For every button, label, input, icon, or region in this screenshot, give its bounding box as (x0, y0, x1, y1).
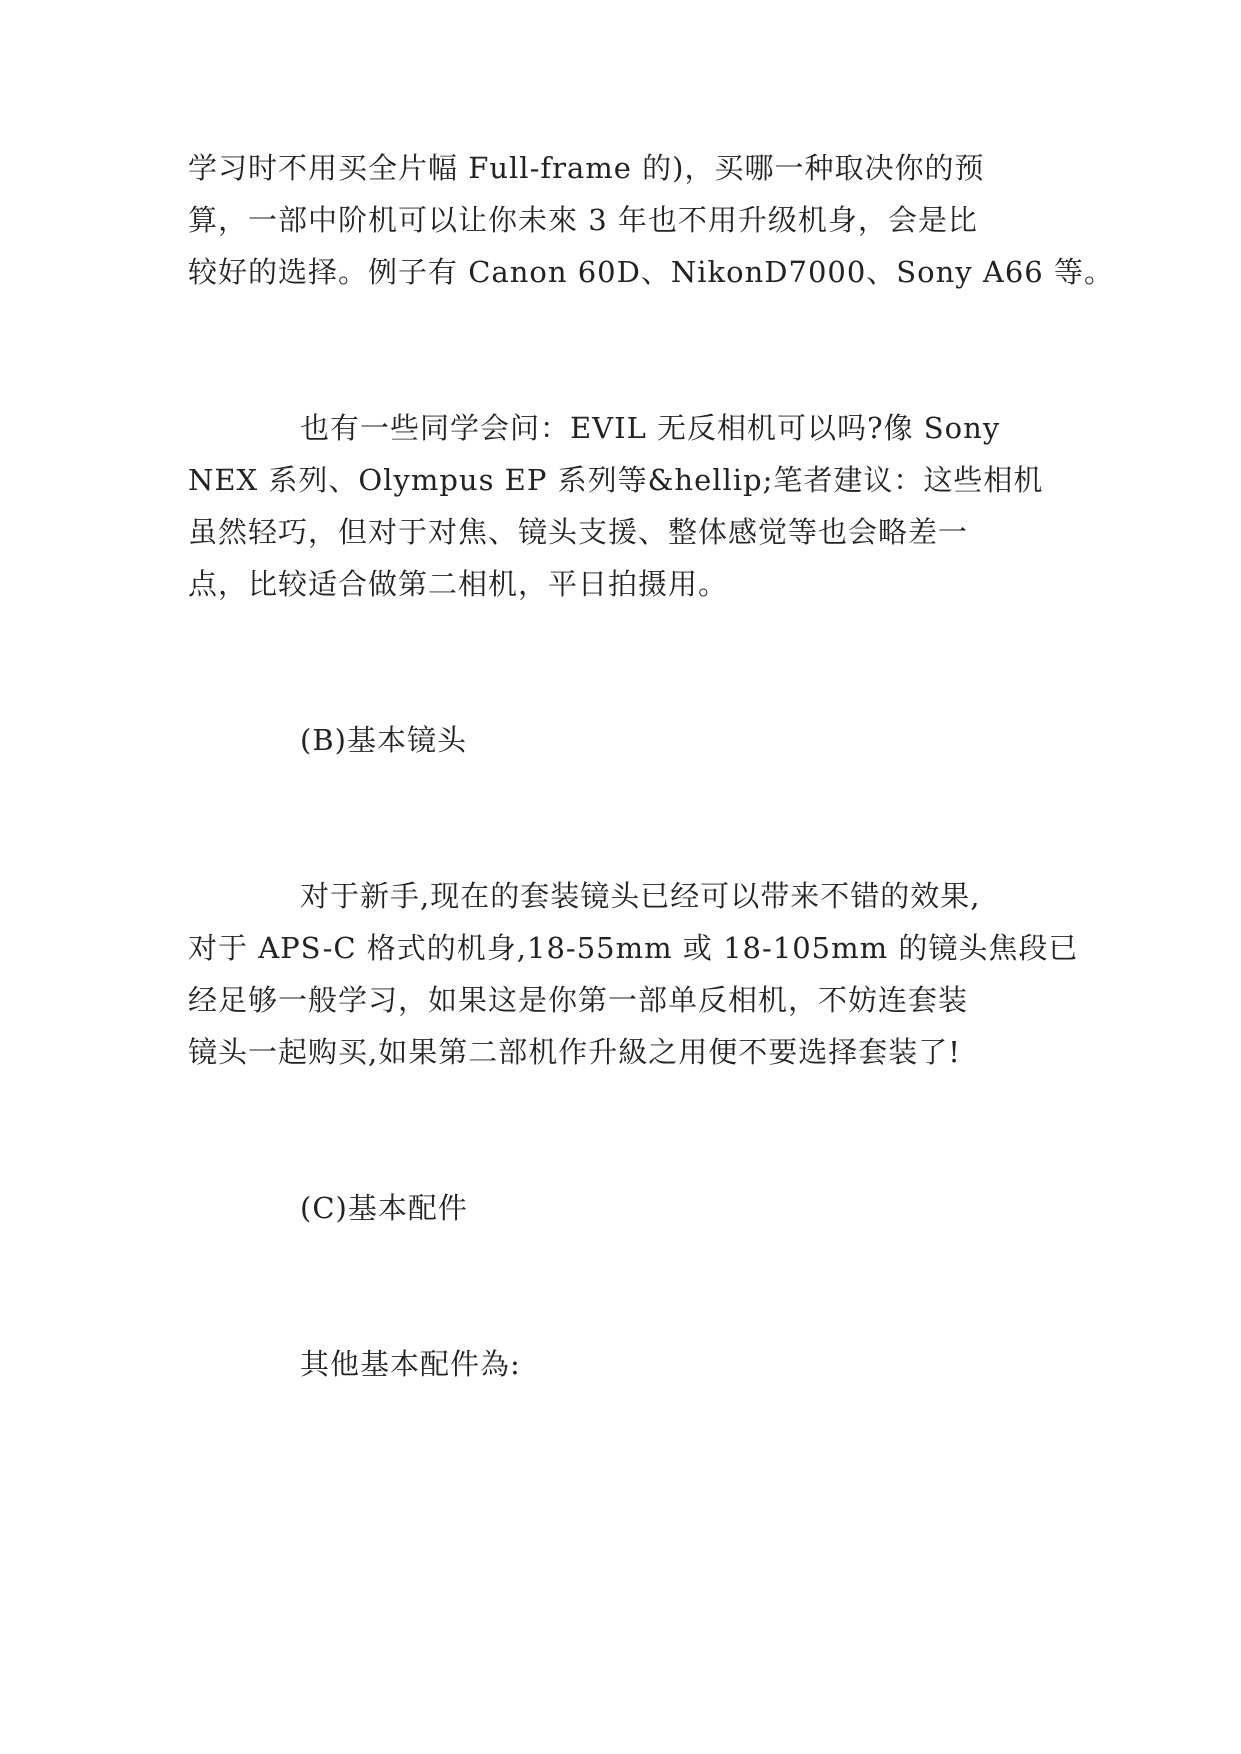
text-line: 镜头一起购买,如果第二部机作升級之用便不要选择套装了! (188, 1035, 961, 1069)
section-heading-basic-lens: (B)基本镜头 (300, 723, 467, 757)
text-line: 经足够一般学习，如果这是你第一部单反相机，不妨连套装 (188, 983, 969, 1017)
text-line: 对于 APS-C 格式的机身,18-55mm 或 18-105mm 的镜头焦段已 (188, 931, 1079, 965)
text-line: 虽然轻巧，但对于对焦、镜头支援、整体感觉等也会略差一 (188, 515, 969, 549)
text-line: 点，比较适合做第二相机，平日拍摄用。 (188, 567, 729, 601)
text-line: 学习时不用买全片幅 Full-frame 的)，买哪一种取决你的预 (188, 151, 985, 185)
text-line: 对于新手,现在的套装镜头已经可以带来不错的效果, (300, 879, 981, 913)
section-heading-basic-accessories: (C)基本配件 (300, 1191, 468, 1225)
text-line: 较好的选择。例子有 Canon 60D、NikonD7000、Sony A66 等。 (188, 255, 1114, 289)
text-line: NEX 系列、Olympus EP 系列等&hellip;笔者建议：这些相机 (188, 463, 1044, 497)
text-line: 也有一些同学会问：EVIL 无反相机可以吗?像 Sony (300, 411, 1001, 445)
text-line: 算，一部中阶机可以让你未來 3 年也不用升级机身，会是比 (188, 203, 978, 237)
text-line: 其他基本配件為: (300, 1347, 521, 1381)
